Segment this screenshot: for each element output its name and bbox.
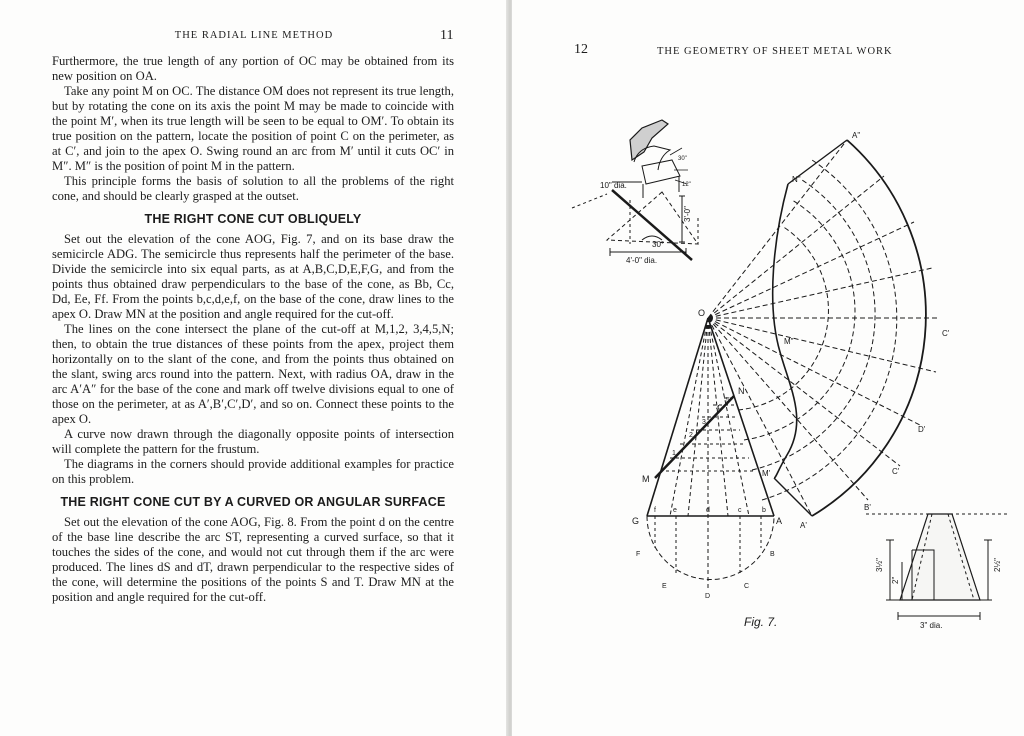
left-body-text xyxy=(52,54,454,605)
label-d-prime: D' xyxy=(918,425,926,434)
inset-top-base-label: 4'-0" dia. xyxy=(626,256,658,265)
inset-top-angle-label: 30° xyxy=(652,240,665,249)
right-running-head: THE GEOMETRY OF SHEET METAL WORK xyxy=(657,46,893,57)
label-b-lower: b xyxy=(762,507,766,514)
label-5: 5 xyxy=(726,397,730,404)
paragraph-intro-1: Furthermore, the true length of any portion of OC may be obtained from its new position on OA. xyxy=(52,54,454,83)
left-running-head: THE RADIAL LINE METHOD xyxy=(174,30,334,41)
inset-bottom-height-right: 2½" xyxy=(993,558,1002,572)
paragraph-intro-3: This principle forms the basis of solution to all the problems of the right cone, and should be clearly grasped at the outset. xyxy=(52,174,454,203)
label-b-upper: B xyxy=(770,551,775,558)
main-cone-elevation xyxy=(647,318,774,588)
label-2: 2 xyxy=(689,432,693,439)
right-page-number: 12 xyxy=(574,42,588,57)
paragraph-oblique-4: The diagrams in the corners should provide additional examples for practice on this problem. xyxy=(52,457,454,486)
right-page xyxy=(512,0,1024,736)
label-a-prime: A' xyxy=(800,521,807,530)
inset-bottom-height-inner: 2" xyxy=(891,576,900,584)
label-c-lower: c xyxy=(738,507,742,514)
label-f-upper: F xyxy=(636,551,641,558)
inset-top-height-label: 3'-0" xyxy=(683,206,692,222)
label-a: A xyxy=(776,516,783,526)
inset-top-diagram xyxy=(572,120,698,260)
label-m-prime: M' xyxy=(762,469,771,478)
label-c-prime-upper: C' xyxy=(942,329,950,338)
label-c-upper: C xyxy=(744,583,750,590)
label-m: M xyxy=(642,474,650,484)
label-b-prime: B' xyxy=(864,503,871,512)
label-n-double-prime: N" xyxy=(792,175,801,184)
main-pattern xyxy=(708,140,940,516)
left-page xyxy=(0,0,508,736)
label-1: 1 xyxy=(672,450,676,457)
label-4: 4 xyxy=(716,405,720,412)
label-n: N xyxy=(738,386,745,396)
inset-top-side-b-label: 12" xyxy=(682,182,691,188)
label-a-double-prime: A" xyxy=(852,131,861,140)
paragraph-oblique-3: A curve now drawn through the diagonally opposite points of intersection will complete the pattern for the frustum. xyxy=(52,427,454,456)
figure-caption: Fig. 7. xyxy=(744,615,778,629)
paragraph-intro-2: Take any point M on OC. The distance OM does not represent its true length, but by rotating the cone on its axis the point M may be made to coincide with the point M′, when its true length will be seen to be equal to OM′. To obtain its true position on the pattern, locate the position of point C on the perimeter, as at C′, and join to the apex O. Swing round an arc from M′ until it cuts OC′ in M″. M″ is the position of point M in the pattern. xyxy=(52,84,454,173)
section-heading-oblique: THE RIGHT CONE CUT OBLIQUELY xyxy=(144,212,362,226)
label-d-lower: d xyxy=(706,507,710,514)
section-heading-curved: THE RIGHT CONE CUT BY A CURVED OR ANGULAR SURFACE xyxy=(60,495,446,509)
left-page-number: 11 xyxy=(440,28,454,43)
label-3: 3 xyxy=(702,419,706,426)
inset-bottom-height-left: 3½" xyxy=(875,558,884,572)
label-d-upper: D xyxy=(705,593,711,600)
label-e-lower: e xyxy=(673,507,677,514)
paragraph-oblique-2: The lines on the cone intersect the plane of the cut-off at M,1,2, 3,4,5,N; then, to obtain the true distances of these points from the apex, project them horizontally on to the slant of the cone, and from the points thus obtained on the slant, swing arcs round into the pattern. Next, with radius OA, draw in the arc A′A″ for the base of the cone and mark off twelve divisions equal to one of those on the perimeter, at as A′,B′,C′,D′, and so on. Connect these points to the apex O. xyxy=(52,322,454,426)
label-g: G xyxy=(632,516,640,526)
paragraph-oblique-1: Set out the elevation of the cone AOG, Fig. 7, and on its base draw the semicircle ADG. The semicircle thus represents half the perimeter of the base. Divide the semicircle into six equal parts, as at A,B,C,D,E,F,G, and from the points thus obtained draw perpendiculars to the base of the cone, as Bb, Cc, Dd, Ee, Ff. From the points b,c,d,e,f, on the base of the cone, draw lines to the apex O. Draw MN at the position and angle required for the cut-off. xyxy=(52,232,454,321)
inset-top-diameter-label: 10" dia. xyxy=(600,181,627,190)
figure-7-drawing xyxy=(512,0,1024,736)
label-apex: O xyxy=(698,308,706,318)
paragraph-curved-1: Set out the elevation of the cone AOG, Fig. 8. From the point d on the centre of the base line describe the arc ST, representing a curved surface, so that it touches the sides of the cone, and would not cut through them if the arc were produced. The lines dS and dT, drawn perpendicular to the respective sides of the cone, will determine the positions of the points S and T. Draw MN at the position and angle required for the cut-off. xyxy=(52,515,454,604)
label-m-double-prime: M" xyxy=(784,337,794,346)
inset-top-side-a-label: 30" xyxy=(678,156,687,162)
label-e-upper: E xyxy=(662,583,667,590)
label-f-lower: f xyxy=(654,507,656,514)
inset-bottom-diagram xyxy=(866,514,1008,620)
label-c-prime: C' xyxy=(892,467,900,476)
inset-bottom-base-label: 3" dia. xyxy=(920,621,943,630)
